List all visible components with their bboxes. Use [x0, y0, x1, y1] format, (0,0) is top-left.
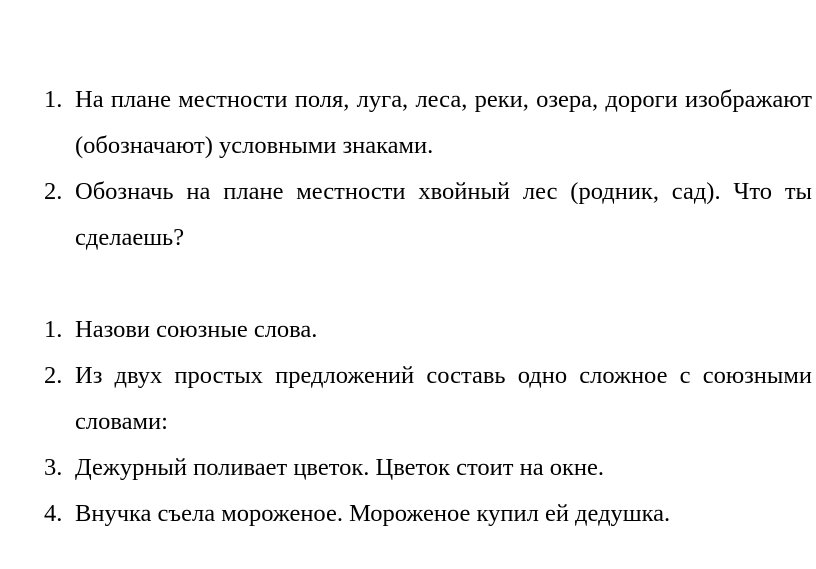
list-item	[0, 77, 816, 169]
task-list-conjunctive-words	[0, 307, 816, 537]
item-number: 2.	[44, 362, 63, 389]
item-number: 3.	[44, 454, 63, 481]
item-number: 1.	[44, 86, 63, 113]
item-text: Из двух простых предложений составь одно сложное с союзными словами:	[75, 362, 812, 435]
list-item	[0, 491, 816, 537]
list-item	[0, 353, 816, 445]
list-item	[0, 445, 816, 491]
question-list-plan	[0, 77, 816, 261]
item-number: 4.	[44, 500, 63, 527]
item-text: На плане местности поля, луга, леса, реки, озера, дороги изображают (обозначают) условными знаками.	[75, 86, 812, 159]
item-number: 2.	[44, 178, 63, 205]
item-text: Назови союзные слова.	[75, 316, 318, 343]
list-item	[0, 169, 816, 261]
item-number: 1.	[44, 316, 63, 343]
item-text: Обозначь на плане местности хвойный лес (родник, сад). Что ты сделаешь?	[75, 178, 812, 251]
item-text: Дежурный поливает цветок. Цветок стоит на окне.	[75, 454, 604, 481]
list-item	[0, 307, 816, 353]
item-text: Внучка съела мороженое. Мороженое купил ей дедушка.	[75, 500, 671, 527]
